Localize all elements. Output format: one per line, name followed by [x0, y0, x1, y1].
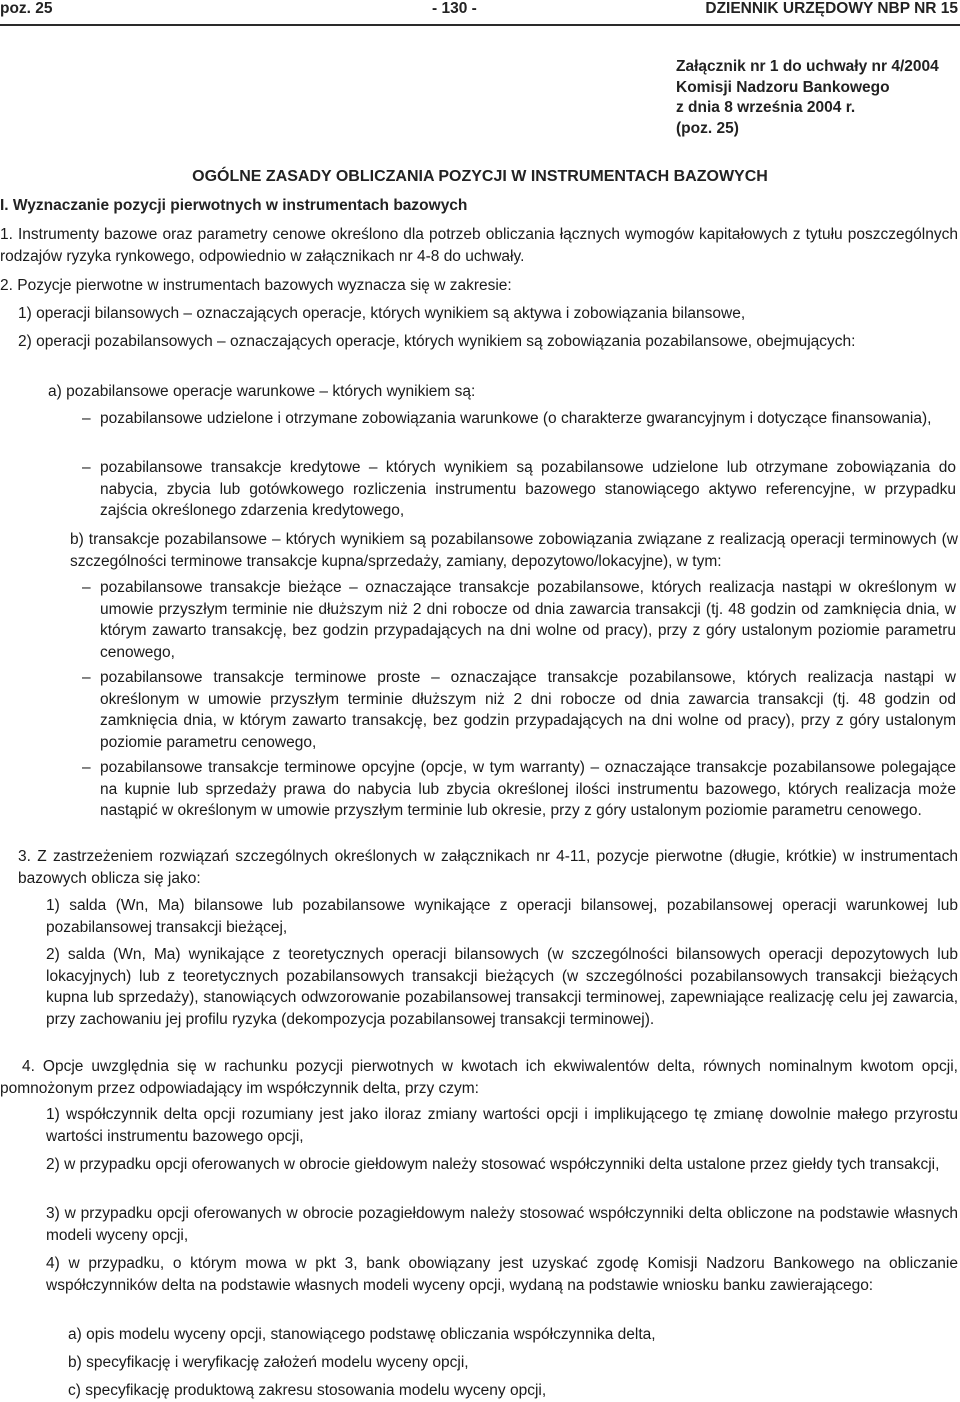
paragraph-4-item-4c: c) specyfikację produktową zakresu stosowania modelu wyceny opcji,: [68, 1382, 547, 1399]
document-title: OGÓLNE ZASADY OBLICZANIA POZYCJI W INSTRUMENTACH BAZOWYCH: [192, 168, 768, 185]
annex-block: [676, 57, 939, 139]
paragraph-2-item-2b-dash-2: pozabilansowe transakcje terminowe proste – oznaczające transakcje pozabilansowe, których realizacja nastąpi w określonym w umowie przyszłym terminie dłuższym niż 2 dni robocze od dnia zawarcia transakcji (tj. 48 godzin od zamknięcia dnia, w którym zawarto transakcję, bez godzin przypadających na dni wolne od pracy), przy z góry ustalonym poziomie parametru cenowego,: [100, 669, 956, 751]
bullet-dash: –: [82, 459, 91, 476]
bullet-dash: –: [82, 669, 91, 686]
paragraph-2-item-2: [18, 331, 958, 353]
header-position: poz. 25: [0, 0, 53, 17]
paragraph-4: [0, 1056, 958, 1099]
paragraph-4-text: 4. Opcje uwzględnia się w rachunku pozycji pierwotnych w kwotach ich ekwiwalentów delta, równych nominalnym kwotom opcji, pomnożonym przez odpowiadający im współczynnik delta, przy czym:: [0, 1058, 958, 1097]
paragraph-4-item-2: 2) w przypadku opcji oferowanych w obrocie giełdowym należy stosować współczynniki delta ustalone przez giełdy tych transakcji,: [46, 1156, 940, 1173]
paragraph-4-item-4a: a) opis modelu wyceny opcji, stanowiącego podstawę obliczania współczynnika delta,: [68, 1326, 656, 1343]
paragraph-4-item-1: 1) współczynnik delta opcji rozumiany jest jako iloraz zmiany wartości opcji i implikującego tę zmianę dowolnie małego przyrostu wartości instrumentu bazowego opcji,: [46, 1106, 958, 1145]
paragraph-2-item-2-text: 2) operacji pozabilansowych – oznaczających operacje, których wynikiem są zobowiązania pozabilansowe, obejmujących:: [18, 333, 856, 350]
bullet-dash: –: [82, 759, 91, 776]
bullet-dash: –: [82, 410, 91, 427]
paragraph-2-item-2a: a) pozabilansowe operacje warunkowe – których wynikiem są:: [48, 383, 476, 400]
annex-line: (poz. 25): [676, 119, 739, 137]
paragraph-4-item-3: 3) w przypadku opcji oferowanych w obrocie pozagiełdowym należy stosować współczynniki delta obliczone na podstawie własnych modeli wyceny opcji,: [46, 1205, 958, 1244]
paragraph-2: 2. Pozycje pierwotne w instrumentach bazowych wyznacza się w zakresie:: [0, 277, 512, 294]
section-heading: I. Wyznaczanie pozycji pierwotnych w instrumentach bazowych: [0, 197, 468, 214]
bullet-dash: –: [82, 579, 91, 596]
header-journal-title: DZIENNIK URZĘDOWY NBP NR 15: [705, 0, 958, 17]
paragraph-2-item-2a-dash-2: pozabilansowe transakcje kredytowe – których wynikiem są pozabilansowe udzielone lub otrzymane zobowiązania do nabycia, zbycia lub gotówkowego rozliczenia instrumentu bazowego stanowiącego aktywo referencyjne, w przypadku zajścia określonego zdarzenia kredytowego,: [100, 459, 956, 519]
paragraph-2-item-2b: b) transakcje pozabilansowe – których wynikiem są pozabilansowe zobowiązania związane z realizacją operacji terminowych (w szczególności terminowe transakcje kupna/sprzedaży, zamiany, depozytowo/lokacyjne), w tym:: [70, 531, 958, 570]
paragraph-3-item-1: 1) salda (Wn, Ma) bilansowe lub pozabilansowe wynikające z operacji bilansowej, pozabilansowej operacji warunkowej lub pozabilansowej transakcji bieżącej,: [46, 897, 958, 936]
paragraph-2-item-2b-dash-1: pozabilansowe transakcje bieżące – oznaczające transakcje pozabilansowe, których realizacja nastąpi w określonym w umowie przyszłym terminie nie dłuższym niż 2 dni robocze od dnia zawarcia transakcji (tj. 48 godzin od zamknięcia dnia, w którym zawarto transakcję, bez godzin przypadających na dni wolne od pracy), przy z góry ustalonym poziomie parametru cenowego,: [100, 579, 956, 661]
annex-line: z dnia 8 września 2004 r.: [676, 99, 856, 116]
header-page-number: - 130 -: [432, 0, 477, 17]
paragraph-3-item-2: 2) salda (Wn, Ma) wynikające z teoretycznych operacji bilansowych (w szczególności bilansowych operacji depozytowych lub lokacyjnych) lub z teoretycznych pozabilansowych transakcji bieżących (w szczególności pozabilansowych transakcji bieżących kupna lub sprzedaży), stanowiących odwzorowanie pozabilansowej transakcji terminowej, zapewniające realizację celu jej zawarcia, przy zachowaniu jej profilu ryzyka (dekompozycja pozabilansowej transakcji terminowej).: [46, 946, 958, 1028]
annex-line: Komisji Nadzoru Bankowego: [676, 78, 890, 96]
paragraph-2-item-2b-dash-3: pozabilansowe transakcje terminowe opcyjne (opcje, w tym warranty) – oznaczające transakcje pozabilansowe polegające na kupnie lub sprzedaży prawa do nabycia lub zbycia określonej ilości instrumentu bazowego, których realizacja może nastąpić w określonym w umowie przyszłym terminie lub okresie, przy z góry ustalonym poziomie parametru cenowego.: [100, 759, 956, 819]
paragraph-3: 3. Z zastrzeżeniem rozwiązań szczególnych określonych w załącznikach nr 4-11, pozycje pierwotne (długie, krótkie) w instrumentach bazowych oblicza się jako:: [18, 848, 958, 887]
paragraph-1: 1. Instrumenty bazowe oraz parametry cenowe określono dla potrzeb obliczania łącznych wymogów kapitałowych z tytułu poszczególnych rodzajów ryzyka rynkowego, odpowiednio w załącznikach nr 4-8 do uchwały.: [0, 226, 958, 265]
paragraph-2-item-2a-dash-1: pozabilansowe udzielone i otrzymane zobowiązania warunkowe (o charakterze gwarancyjnym i dotyczące finansowania),: [100, 410, 932, 427]
page-header: [0, 0, 960, 22]
annex-line: Załącznik nr 1 do uchwały nr 4/2004: [676, 58, 939, 75]
paragraph-4-item-4b: b) specyfikację i weryfikację założeń modelu wyceny opcji,: [68, 1354, 469, 1371]
header-divider: [0, 24, 960, 26]
paragraph-4-item-4: 4) w przypadku, o którym mowa w pkt 3, bank obowiązany jest uzyskać zgodę Komisji Nadzoru Bankowego na obliczanie współczynników delta na podstawie własnych modeli wyceny opcji, wydaną na podstawie wniosku banku zawierającego:: [46, 1255, 958, 1294]
paragraph-2-item-1: 1) operacji bilansowych – oznaczających operacje, których wynikiem są aktywa i zobowiązania bilansowe,: [18, 305, 746, 322]
